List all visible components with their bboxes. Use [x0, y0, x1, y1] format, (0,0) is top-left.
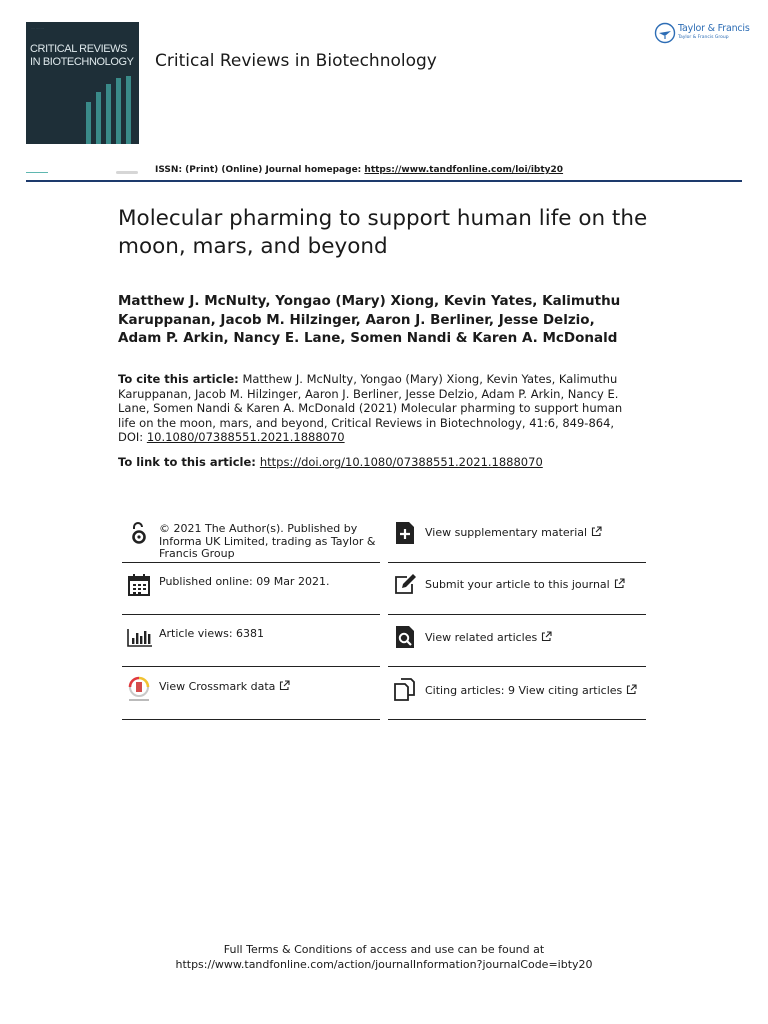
- article-link-line: [118, 455, 543, 469]
- article-doi-link[interactable]: https://doi.org/10.1080/07388551.2021.1888070: [259, 455, 543, 469]
- citing-articles-text: Citing articles: 9 View citing articles: [425, 684, 623, 697]
- submit-article-link[interactable]: [388, 566, 646, 618]
- cover-bar: [86, 102, 91, 144]
- cover-bar: [96, 92, 101, 144]
- submit-article-label: [425, 578, 647, 592]
- journal-cover: [26, 22, 139, 144]
- grid-divider: [122, 666, 380, 667]
- citation-doi-link[interactable]: 10.1080/07388551.2021.1888070: [146, 430, 345, 445]
- supplementary-text: View supplementary material: [425, 526, 588, 539]
- journal-homepage-link[interactable]: https://www.tandfonline.com/loi/ibty20: [364, 165, 564, 175]
- citation-block: [118, 372, 633, 445]
- related-articles-label: [425, 631, 647, 645]
- grid-divider: [388, 614, 646, 615]
- issn-text: ISSN: (Print) (Online) Journal homepage:: [155, 165, 365, 175]
- supplementary-icon: [392, 520, 418, 546]
- crossmark-text: View Crossmark data: [159, 680, 276, 693]
- article-link-label: To link to this article:: [118, 455, 256, 469]
- grid-divider: [122, 719, 380, 720]
- citation-text: Matthew J. McNulty, Yongao (Mary) Xiong, Kevin Yates, Kalimuthu Karuppanan, Jacob M. Hilzinger, Aaron J. Berliner, Jesse Delzio, Adam P. Arkin, Nancy E. Lane, Somen Nandi & Karen A. McDonald (2021) Molecular pharming to support human life on the moon, mars, and beyond, Critical Reviews in Biotechnology, 41:6, 849-864, DOI:: [118, 372, 623, 445]
- publisher-logo-icon: [654, 22, 676, 44]
- cover-bar: [106, 84, 111, 144]
- external-link-icon: [541, 631, 552, 642]
- cover-bar: [126, 76, 131, 144]
- supplementary-material-link[interactable]: [388, 514, 646, 566]
- published-online-text: Published online: 09 Mar 2021.: [159, 575, 330, 588]
- grid-divider: [122, 562, 380, 563]
- article-views-text: Article views: 6381: [159, 627, 265, 640]
- grid-divider: [388, 719, 646, 720]
- publisher-logo[interactable]: [654, 22, 750, 48]
- cover-title-line1: CRITICAL REVIEWS: [30, 43, 128, 55]
- external-link-icon: [279, 680, 290, 691]
- search-document-icon: [392, 624, 418, 650]
- publisher-mini-logo: [116, 171, 138, 174]
- article-title: Molecular pharming to support human life on the moon, mars, and beyond: [118, 206, 648, 259]
- external-link-icon: [626, 684, 637, 695]
- edit-icon: [392, 572, 418, 598]
- header-accent-rule: [26, 172, 48, 173]
- cover-topline: ···· ···· ····: [31, 26, 45, 30]
- citation-label: To cite this article:: [118, 372, 239, 386]
- open-access-notice: [122, 514, 380, 566]
- terms-footer: [0, 942, 768, 972]
- cover-bar: [116, 78, 121, 144]
- bar-chart-icon: [126, 624, 152, 650]
- citing-articles-icon: [392, 676, 418, 702]
- calendar-icon: [126, 572, 152, 598]
- related-articles-text: View related articles: [425, 631, 538, 644]
- citing-articles-label: [425, 684, 647, 698]
- related-articles-link[interactable]: [388, 618, 646, 670]
- crossmark-link[interactable]: [122, 670, 380, 722]
- published-online: [122, 566, 380, 618]
- external-link-icon: [614, 578, 625, 589]
- cover-title: [30, 43, 134, 69]
- cover-title-line2: IN BIOTECHNOLOGY: [30, 56, 134, 68]
- external-link-icon: [591, 526, 602, 537]
- grid-divider: [122, 614, 380, 615]
- grid-divider: [388, 666, 646, 667]
- terms-footer-line1: Full Terms & Conditions of access and use can be found at: [223, 943, 545, 956]
- supplementary-label: [425, 526, 647, 540]
- issn-line: [155, 165, 563, 175]
- submit-article-text: Submit your article to this journal: [425, 578, 610, 591]
- terms-footer-url[interactable]: https://www.tandfonline.com/action/journalInformation?journalCode=ibty20: [175, 958, 593, 971]
- header-rule: [26, 180, 742, 182]
- publisher-name: Taylor & Francis: [678, 23, 750, 34]
- journal-title[interactable]: Critical Reviews in Biotechnology: [155, 51, 437, 71]
- crossmark-icon: [126, 676, 152, 702]
- article-authors: Matthew J. McNulty, Yongao (Mary) Xiong, Kevin Yates, Kalimuthu Karuppanan, Jacob M. Hilzinger, Aaron J. Berliner, Jesse Delzio, Adam P. Arkin, Nancy E. Lane, Somen Nandi & Karen A. McDonald: [118, 293, 621, 346]
- crossmark-label: [159, 680, 381, 694]
- publisher-tagline: Taylor & Francis Group: [678, 35, 729, 40]
- citing-articles-link[interactable]: [388, 670, 646, 722]
- open-access-icon: [126, 520, 152, 546]
- grid-divider: [388, 562, 646, 563]
- copyright-text: © 2021 The Author(s). Published by Informa UK Limited, trading as Taylor & Francis Group: [159, 522, 376, 560]
- article-views[interactable]: [122, 618, 380, 670]
